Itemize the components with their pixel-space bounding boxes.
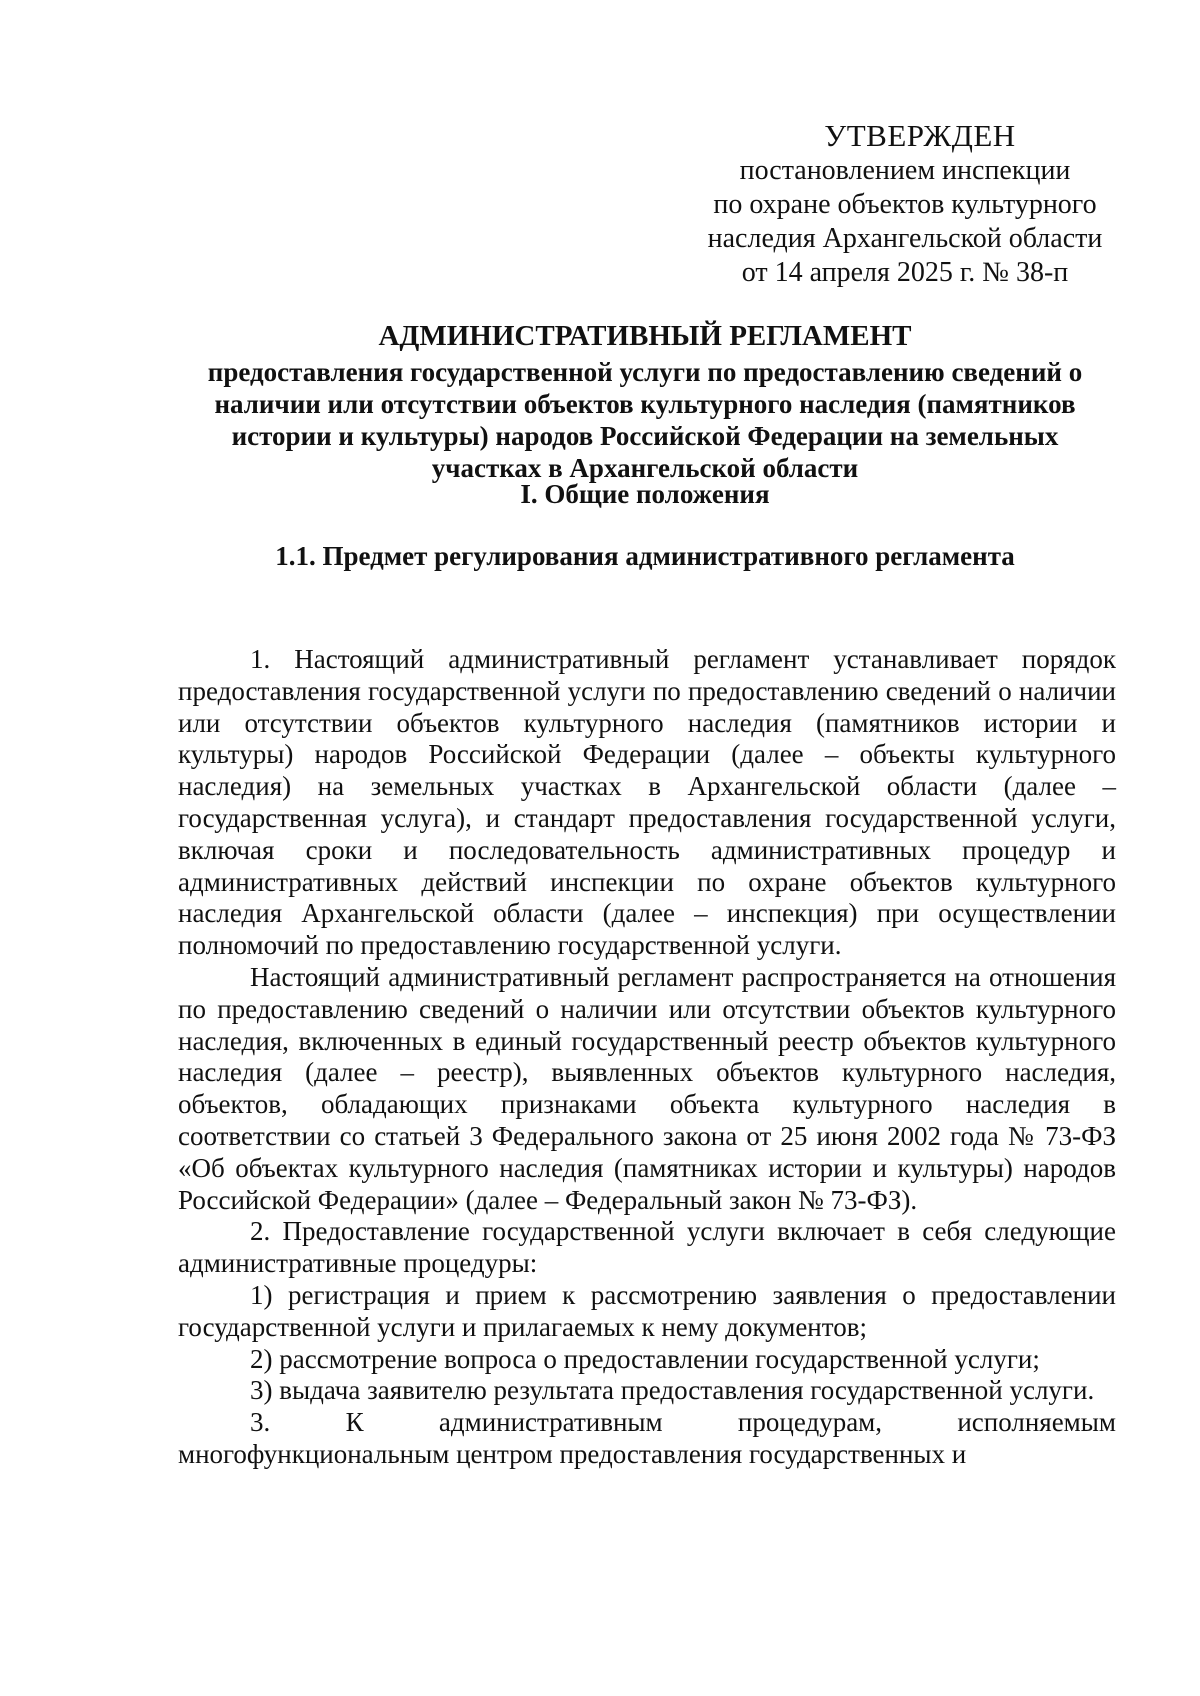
approval-date-line: от 14 апреля 2025 г. № 38-п bbox=[741, 257, 1069, 288]
list-item: 1) регистрация и прием к рассмотрению заявления о предоставлении государственной услуги и прилагаемых к нему документов; bbox=[178, 1279, 1116, 1342]
list-item: 3) выдача заявителю результата предоставления государственной услуги. bbox=[250, 1375, 1095, 1406]
document-title-block bbox=[170, 318, 1120, 484]
paragraph: 1. Настоящий административный регламент устанавливает порядок предоставления государственной услуги по предоставлению сведений о наличии или отсутствии объектов культурного наследия (памятников истории и культуры) народов Российской Федерации (далее – объекты культурного наследия) на земельных участках в Архангельской области (далее – государственная услуга), и стандарт предоставления государственной услуги, включая сроки и последовательность административных процедур и административных действий инспекции по охране объектов культурного наследия Архангельской области (далее – инспекция) при осуществлении полномочий по предоставлению государственной услуги. bbox=[178, 644, 1116, 961]
document-subtitle-line: истории и культуры) народов Российской Федерации на земельных bbox=[231, 421, 1059, 451]
document-title: АДМИНИСТРАТИВНЫЙ РЕГЛАМЕНТ bbox=[378, 320, 912, 352]
paragraph: 3. К административным процедурам, исполняемым многофункциональным центром предоставления государственных и bbox=[178, 1407, 1116, 1469]
list-item: 2) рассмотрение вопроса о предоставлении государственной услуги; bbox=[250, 1343, 1040, 1374]
approval-line: постановлением инспекции bbox=[739, 155, 1071, 186]
paragraph: Настоящий административный регламент распространяется на отношения по предоставлению сведений о наличии или отсутствии объектов культурного наследия, включенных в единый государственный реестр объектов культурного наследия (далее – реестр), выявленных объектов культурного наследия, объектов, обладающих признаками объекта культурного наследия в соответствии со статьей 3 Федерального закона от 25 июня 2002 года № 73-ФЗ «Об объектах культурного наследия (памятниках истории и культуры) народов Российской Федерации» (далее – Федеральный закон № 73-ФЗ). bbox=[178, 961, 1116, 1215]
document-subtitle-line: участках в Архангельской области bbox=[431, 453, 859, 483]
document-subtitle-line: предоставления государственной услуги по предоставлению сведений о bbox=[207, 357, 1083, 387]
document-subtitle-line: наличии или отсутствии объектов культурного наследия (памятников bbox=[214, 389, 1076, 419]
document-body bbox=[178, 644, 1116, 1471]
approval-stamp bbox=[690, 118, 1120, 290]
subsection-heading: 1.1. Предмет регулирования административного регламента bbox=[275, 541, 1015, 571]
paragraph: 2. Предоставление государственной услуги включает в себя следующие административные процедуры: bbox=[178, 1216, 1116, 1279]
approval-heading: УТВЕРЖДЕН bbox=[824, 118, 1016, 153]
chapter-heading: I. Общие положения bbox=[520, 479, 770, 509]
approval-line: наследия Архангельской области bbox=[707, 223, 1103, 254]
approval-line: по охране объектов культурного bbox=[713, 189, 1097, 220]
